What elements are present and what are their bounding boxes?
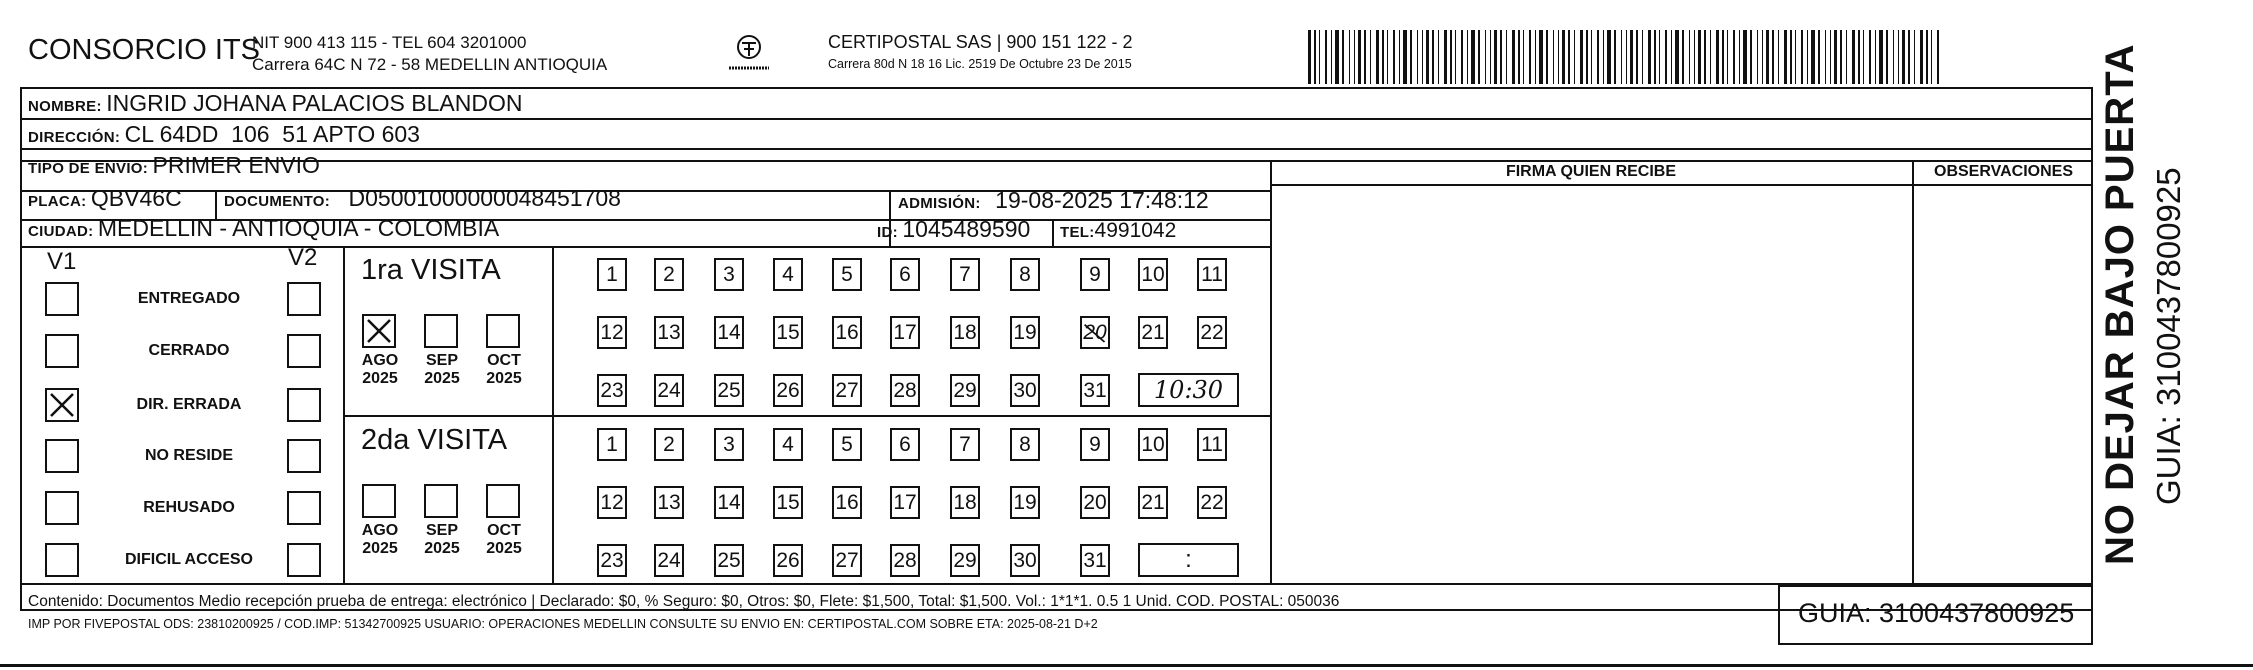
month-checkbox-sep[interactable]: [424, 484, 458, 518]
day-box[interactable]: 9: [1080, 428, 1110, 461]
day-box[interactable]: 12: [597, 486, 627, 519]
year-label: 2025: [424, 370, 460, 387]
day-box[interactable]: 23: [597, 374, 627, 407]
v1-checkbox-6[interactable]: [45, 543, 79, 577]
day-box[interactable]: 10: [1138, 428, 1168, 461]
day-box[interactable]: 18: [950, 316, 980, 349]
day-box[interactable]: 7: [950, 258, 980, 291]
observaciones-header: OBSERVACIONES: [1934, 163, 2073, 180]
placa-field: [28, 185, 182, 212]
placa-value: QBV46C: [90, 185, 182, 211]
month-year-label: [354, 352, 406, 388]
day-box[interactable]: 26: [773, 544, 803, 577]
id-label: ID:: [877, 224, 898, 241]
v2-checkbox-6[interactable]: [287, 543, 321, 577]
month-year-label: [354, 522, 406, 558]
day-box[interactable]: 17: [890, 316, 920, 349]
month-checkbox-sep[interactable]: [424, 314, 458, 348]
day-box[interactable]: 17: [890, 486, 920, 519]
day-box[interactable]: 29: [950, 374, 980, 407]
day-box[interactable]: 19: [1010, 486, 1040, 519]
day-box[interactable]: 1: [597, 428, 627, 461]
year-label: 2025: [424, 540, 460, 557]
month-label: AGO: [361, 352, 399, 369]
day-box[interactable]: 3: [714, 428, 744, 461]
admision-label: ADMISIÓN:: [898, 195, 981, 212]
day-box[interactable]: 23: [597, 544, 627, 577]
company-address: Carrera 64C N 72 - 58 MEDELLIN ANTIOQUIA: [252, 55, 608, 74]
direccion-label: DIRECCIÓN:: [28, 129, 121, 146]
tel-label: TEL:: [1060, 224, 1095, 241]
month-checkbox-oct[interactable]: [486, 314, 520, 348]
day-box[interactable]: 21: [1138, 316, 1168, 349]
day-box[interactable]: 5: [832, 258, 862, 291]
v2-checkbox-2[interactable]: [287, 334, 321, 368]
month-label: AGO: [361, 522, 399, 539]
day-box[interactable]: 9: [1080, 258, 1110, 291]
month-label: OCT: [487, 352, 521, 369]
v1-checkbox-5[interactable]: [45, 491, 79, 525]
tel-field: [1060, 219, 1176, 243]
certipostal-logo: [725, 30, 773, 84]
side-guia: GUIA: 3100437800925: [2150, 167, 2187, 505]
day-box[interactable]: 20: [1080, 316, 1110, 349]
day-box[interactable]: 25: [714, 544, 744, 577]
day-box[interactable]: 16: [832, 316, 862, 349]
day-box[interactable]: 6: [890, 428, 920, 461]
day-box[interactable]: 15: [773, 316, 803, 349]
observations-area[interactable]: [1914, 186, 2091, 581]
v1-checkbox-3[interactable]: [45, 388, 79, 422]
direccion-row: [28, 121, 420, 148]
month-checkbox-ago[interactable]: [362, 314, 396, 348]
firma-header: FIRMA QUIEN RECIBE: [1505, 163, 1677, 180]
year-label: 2025: [362, 540, 398, 557]
year-label: 2025: [486, 370, 522, 387]
id-value: 1045489590: [902, 216, 1031, 242]
status-label: CERRADO: [148, 342, 230, 359]
day-box[interactable]: 14: [714, 486, 744, 519]
day-box[interactable]: 11: [1197, 258, 1227, 291]
day-box[interactable]: 19: [1010, 316, 1040, 349]
day-box[interactable]: 4: [773, 258, 803, 291]
day-box[interactable]: 12: [597, 316, 627, 349]
v1-checkbox-4[interactable]: [45, 439, 79, 473]
day-box[interactable]: 10: [1138, 258, 1168, 291]
v2-header: V2: [288, 244, 318, 271]
license-line: Carrera 80d N 18 16 Lic. 2519 De Octubre 23 De 2015: [828, 57, 1132, 71]
month-year-label: [416, 522, 468, 558]
day-box[interactable]: 11: [1197, 428, 1227, 461]
v1-header: V1: [47, 248, 77, 275]
v2-checkbox-5[interactable]: [287, 491, 321, 525]
day-box[interactable]: 24: [654, 374, 684, 407]
nombre-row: [28, 90, 522, 117]
id-field: [877, 216, 1030, 243]
day-box[interactable]: 30: [1010, 374, 1040, 407]
status-label: DIR. ERRADA: [136, 396, 242, 413]
contenido-line: Contenido: Documentos Medio recepción prueba de entrega: electrónico | Declarado: $0, % Seguro: $0, Otros: $0, Flete: $1,500, Total: $1,500. Vol.: 1*1*1. 0.5 1 Unid. COD. POSTAL: 050036: [28, 593, 1340, 610]
day-box[interactable]: 1: [597, 258, 627, 291]
day-box[interactable]: 2: [654, 428, 684, 461]
month-label: SEP: [425, 352, 458, 369]
ciudad-field: [28, 215, 499, 242]
x-mark-icon: [47, 390, 77, 420]
admision-field: [898, 187, 1209, 214]
documento-field: [224, 185, 621, 212]
day-box[interactable]: 28: [890, 374, 920, 407]
status-label: DIFICIL ACCESO: [124, 551, 253, 568]
month-checkbox-ago[interactable]: [362, 484, 396, 518]
month-year-label: [478, 352, 530, 388]
guia-box: GUIA: 3100437800925: [1778, 585, 2093, 645]
ciudad-label: CIUDAD:: [28, 223, 94, 240]
day-box[interactable]: 31: [1080, 374, 1110, 407]
tel-value: 4991042: [1094, 219, 1177, 242]
month-year-label: [416, 352, 468, 388]
barcode-icon: [1308, 30, 1942, 84]
day-box[interactable]: 13: [654, 316, 684, 349]
v2-checkbox-4[interactable]: [287, 439, 321, 473]
v1-checkbox-2[interactable]: [45, 334, 79, 368]
v2-checkbox-3[interactable]: [287, 388, 321, 422]
no-dejar-bajo-puerta: NO DEJAR BAJO PUERTA: [2098, 43, 2142, 565]
day-box[interactable]: 22: [1197, 316, 1227, 349]
day-box[interactable]: 5: [832, 428, 862, 461]
day-box[interactable]: 25: [714, 374, 744, 407]
status-label: REHUSADO: [143, 499, 235, 516]
day-box[interactable]: 27: [832, 544, 862, 577]
day-box[interactable]: 8: [1010, 258, 1040, 291]
placa-label: PLACA:: [28, 193, 87, 210]
day-box[interactable]: 16: [832, 486, 862, 519]
day-box[interactable]: 13: [654, 486, 684, 519]
x-mark-icon: [364, 316, 394, 346]
time-box[interactable]: 10:30: [1138, 373, 1239, 407]
company-name: CONSORCIO ITS: [28, 34, 261, 66]
year-label: 2025: [362, 370, 398, 387]
ciudad-value: MEDELLIN - ANTIOQUIA - COLOMBIA: [97, 215, 500, 241]
day-box[interactable]: 29: [950, 544, 980, 577]
bottom-rule: [0, 664, 2253, 667]
day-box[interactable]: 21: [1138, 486, 1168, 519]
day-box[interactable]: 20: [1080, 486, 1110, 519]
day-box[interactable]: 14: [714, 316, 744, 349]
visit-title: 1ra VISITA: [361, 254, 501, 286]
nombre-label: NOMBRE:: [28, 98, 102, 115]
day-box[interactable]: 15: [773, 486, 803, 519]
day-box[interactable]: 6: [890, 258, 920, 291]
time-box[interactable]: :: [1138, 543, 1239, 577]
day-box[interactable]: 3: [714, 258, 744, 291]
certipostal-line: CERTIPOSTAL SAS | 900 151 122 - 2: [828, 32, 1133, 52]
company-nit: NIT 900 413 115 - TEL 604 3201000: [252, 33, 527, 52]
v1-checkbox-1[interactable]: [45, 282, 79, 316]
direccion-value: CL 64DD 106 51 APTO 603: [124, 121, 420, 147]
tipo-envio-value: PRIMER ENVIO: [152, 152, 320, 178]
day-box[interactable]: 4: [773, 428, 803, 461]
day-box[interactable]: 7: [950, 428, 980, 461]
tipo-envio-row: [28, 152, 320, 179]
day-box[interactable]: 22: [1197, 486, 1227, 519]
day-box[interactable]: 31: [1080, 544, 1110, 577]
admision-value: 19-08-2025 17:48:12: [995, 187, 1209, 213]
month-label: OCT: [487, 522, 521, 539]
month-year-label: [478, 522, 530, 558]
day-box[interactable]: 26: [773, 374, 803, 407]
day-strike-icon: [1082, 318, 1108, 347]
day-box[interactable]: 28: [890, 544, 920, 577]
day-box[interactable]: 30: [1010, 544, 1040, 577]
visit-title: 2da VISITA: [361, 424, 508, 456]
day-box[interactable]: 24: [654, 544, 684, 577]
day-box[interactable]: 27: [832, 374, 862, 407]
day-box[interactable]: 8: [1010, 428, 1040, 461]
status-label: NO RESIDE: [144, 447, 233, 464]
tipo-envio-label: TIPO DE ENVIO:: [28, 160, 149, 177]
v2-checkbox-1[interactable]: [287, 282, 321, 316]
day-box[interactable]: 18: [950, 486, 980, 519]
month-label: SEP: [425, 522, 458, 539]
status-label: ENTREGADO: [137, 290, 241, 307]
nombre-value: INGRID JOHANA PALACIOS BLANDON: [106, 90, 523, 116]
imp-line: IMP POR FIVEPOSTAL ODS: 23810200925 / COD.IMP: 51342700925 USUARIO: OPERACIONES MEDELLIN CONSULTE SU ENVIO EN: CERTIPOSTAL.COM SOBRE ETA: 2025-08-21 D+2: [28, 617, 1098, 631]
day-box[interactable]: 2: [654, 258, 684, 291]
documento-value: D05001000000048451708: [348, 185, 621, 211]
year-label: 2025: [486, 540, 522, 557]
documento-label: DOCUMENTO:: [224, 193, 331, 210]
month-checkbox-oct[interactable]: [486, 484, 520, 518]
signature-area[interactable]: [1272, 186, 1910, 581]
